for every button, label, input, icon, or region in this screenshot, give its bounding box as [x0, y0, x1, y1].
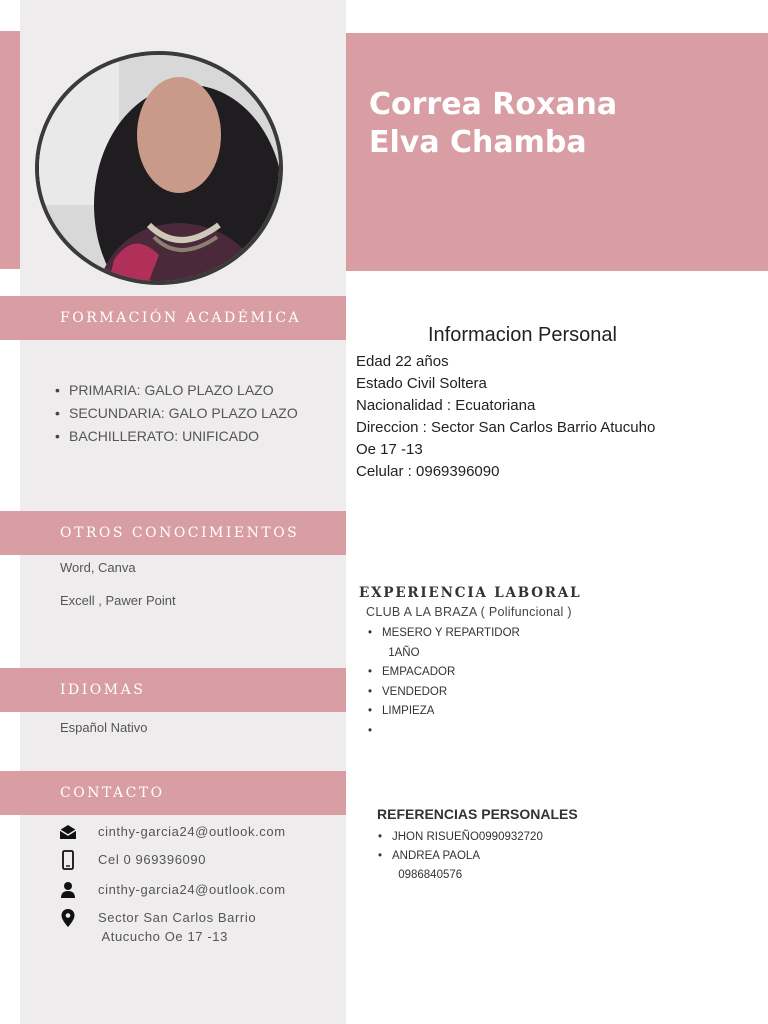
contact-user[interactable]: cinthy-garcia24@outlook.com: [98, 882, 286, 897]
experience-employer: CLUB A LA BRAZA ( Polifuncional ): [366, 605, 572, 619]
location-pin-icon: [58, 908, 78, 928]
name-line-1: Correa Roxana: [369, 87, 618, 122]
section-header-contacto: CONTACTO: [0, 771, 346, 815]
profile-photo: [35, 51, 283, 285]
list-item: • EMPACADOR: [382, 663, 520, 683]
language-item: Español Nativo: [60, 720, 148, 735]
skill-item: Excell , Pawer Point: [60, 593, 176, 608]
list-item-continuation: 1AÑO: [385, 646, 420, 659]
references-title: REFERENCIAS PERSONALES: [377, 806, 578, 822]
envelope-icon: [58, 822, 78, 842]
name-line-2: Elva Chamba: [369, 125, 587, 160]
list-item: • ANDREA PAOLA: [392, 847, 543, 866]
info-line: Oe 17 -13: [356, 441, 423, 458]
list-item: • BACHILLERATO: UNIFICADO: [69, 425, 298, 448]
list-item-continuation: 0986840576: [395, 869, 463, 881]
experience-list: [382, 624, 520, 722]
section-header-idiomas: IDIOMAS: [0, 668, 346, 712]
list-item: • JHON RISUEÑO0990932720: [392, 828, 543, 847]
list-item: • SECUNDARIA: GALO PLAZO LAZO: [69, 402, 298, 425]
left-accent-strip: [0, 31, 20, 269]
section-header-formacion: FORMACIÓN ACADÉMICA: [0, 296, 346, 340]
experience-title: EXPERIENCIA LABORAL: [359, 585, 582, 601]
list-item: • LIMPIEZA: [382, 702, 520, 722]
candidate-name: [369, 86, 749, 162]
references-list: [392, 828, 543, 885]
info-personal-lines: [356, 351, 655, 483]
list-item: • VENDEDOR: [382, 683, 520, 703]
info-line: Nacionalidad : Ecuatoriana: [356, 397, 536, 414]
info-personal-title: Informacion Personal: [428, 324, 617, 346]
education-list: [69, 379, 298, 448]
skill-item: Word, Canva: [60, 560, 136, 575]
contact-phone: Cel 0 969396090: [98, 852, 207, 867]
section-header-otros: OTROS CONOCIMIENTOS: [0, 511, 346, 555]
info-line: Celular : 0969396090: [356, 463, 500, 480]
info-line: Edad 22 años: [356, 353, 449, 370]
address-line-2: Atucucho Oe 17 -13: [98, 929, 228, 944]
list-item: • PRIMARIA: GALO PLAZO LAZO: [69, 379, 298, 402]
phone-icon: [58, 850, 78, 870]
address-line-1: Sector San Carlos Barrio: [98, 910, 257, 925]
contact-email[interactable]: cinthy-garcia24@outlook.com: [98, 824, 286, 839]
info-line: Direccion : Sector San Carlos Barrio Atucuho: [356, 419, 656, 436]
user-icon: [58, 880, 78, 900]
contact-address: [98, 908, 256, 946]
list-item: • MESERO Y REPARTIDOR: [382, 624, 520, 644]
info-line: Estado Civil Soltera: [356, 375, 487, 392]
